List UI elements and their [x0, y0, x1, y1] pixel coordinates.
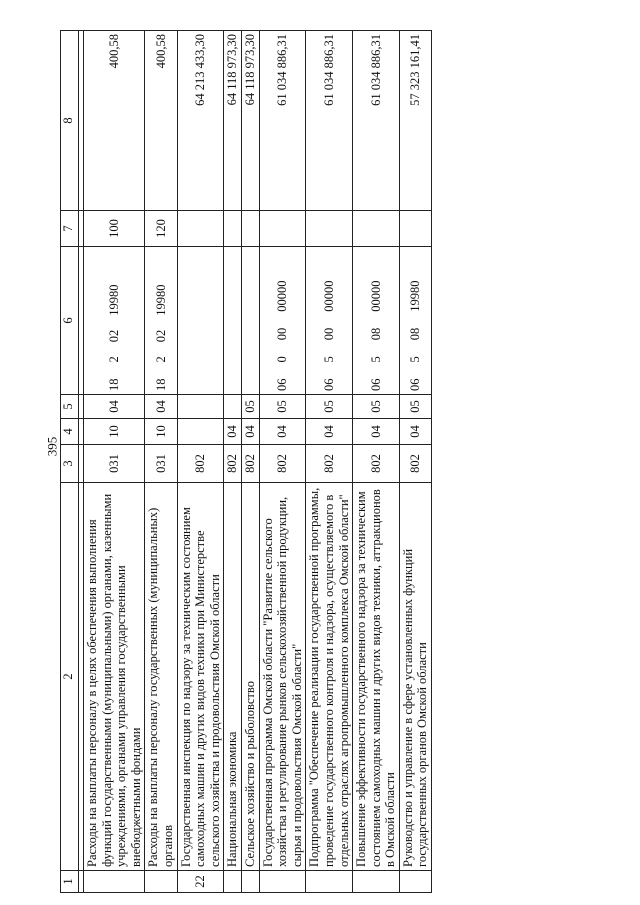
col-5-value: [177, 395, 224, 419]
code-part: 06: [321, 378, 336, 391]
row-name: Подпрограмма "Обеспечение реализации государственной программы, проведение государственного контроля и надзора, осуществляемого в отдельных отраслях агропромышленного комплекса Омской области": [306, 483, 353, 871]
budget-table: [60, 30, 432, 893]
amount: 61 034 886,31: [353, 31, 400, 211]
table-row: [399, 31, 431, 893]
row-number: [353, 871, 400, 893]
col-4-value: 10: [84, 419, 145, 445]
row-name: Государственная программа Омской области "Развитие сельского хозяйства и регулирование рынков сельскохозяйственной продукции, сырья и продовольствия Омской области": [259, 483, 306, 871]
code-part: 5: [368, 356, 383, 363]
code-part: 19980: [153, 284, 168, 316]
code-part: 00: [275, 327, 290, 341]
header-col-4: 4: [61, 419, 79, 445]
code-part: 5: [408, 356, 423, 363]
table-row: [259, 31, 306, 893]
col-5-value: 05: [259, 395, 306, 419]
target-code: [177, 247, 224, 395]
amount: 64 213 433,30: [177, 31, 224, 211]
code-part: 00000: [321, 280, 336, 312]
code-part: 08: [368, 327, 383, 341]
code-part: 2: [106, 356, 121, 363]
amount: 64 118 973,30: [241, 31, 259, 211]
page-number: 395: [44, 436, 60, 457]
col-5-value: 04: [145, 395, 177, 419]
row-number: [84, 871, 145, 893]
code-part: 18: [106, 378, 121, 391]
col-7-value: 120: [145, 211, 177, 247]
code-part: 0: [275, 356, 290, 363]
amount: 400,58: [84, 31, 145, 211]
table-row: [224, 31, 242, 893]
target-code: [399, 247, 431, 395]
col-4-value: 04: [241, 419, 259, 445]
code-part: 5: [321, 356, 336, 363]
amount: 61 034 886,31: [306, 31, 353, 211]
col-3-value: 802: [224, 445, 242, 483]
code-part: 00000: [275, 280, 290, 312]
row-name: Руководство и управление в сфере установленных функций государственных органов Омской области: [399, 483, 431, 871]
col-3-value: 802: [306, 445, 353, 483]
col-4-value: 04: [259, 419, 306, 445]
row-name: Государственная инспекция по надзору за техническим состоянием самоходных машин и других видов техники при Министерстве сельского хозяйства и продовольствия Омской области: [177, 483, 224, 871]
row-name: Расходы на выплаты персоналу в целях обеспечения выполнения функций государственными (муниципальными) органами, казенными учреждениями, органами управления государственными внебюджетными фондами: [84, 483, 145, 871]
table-row: [84, 31, 145, 893]
col-7-value: 100: [84, 211, 145, 247]
row-name: Повышение эффективности государственного надзора за техническим состоянием самоходных машин и других видов техники, аттракционов в Омской области: [353, 483, 400, 871]
col-3-value: 031: [84, 445, 145, 483]
code-part: 02: [106, 329, 121, 343]
row-number: [224, 871, 242, 893]
header-col-2: 2: [61, 483, 79, 871]
col-4-value: 04: [224, 419, 242, 445]
col-3-value: 802: [259, 445, 306, 483]
header-row: [61, 31, 79, 893]
col-4-value: [177, 419, 224, 445]
col-7-value: [177, 211, 224, 247]
col-3-value: 031: [145, 445, 177, 483]
code-part: 06: [408, 378, 423, 391]
row-number: [399, 871, 431, 893]
col-3-value: 802: [241, 445, 259, 483]
col-7-value: [353, 211, 400, 247]
code-part: 06: [275, 378, 290, 391]
row-number: 22: [177, 871, 224, 893]
col-4-value: 10: [145, 419, 177, 445]
row-name: Национальная экономика: [224, 483, 242, 871]
amount: 57 323 161,41: [399, 31, 431, 211]
col-7-value: [399, 211, 431, 247]
table-row: [145, 31, 177, 893]
col-5-value: 05: [353, 395, 400, 419]
target-code: [306, 247, 353, 395]
amount: 64 118 973,30: [224, 31, 242, 211]
code-part: 06: [368, 378, 383, 391]
table-row: [177, 31, 224, 893]
col-7-value: [241, 211, 259, 247]
col-5-value: 05: [399, 395, 431, 419]
header-col-1: 1: [61, 871, 79, 893]
target-code: [353, 247, 400, 395]
header-col-5: 5: [61, 395, 79, 419]
code-part: 00000: [368, 280, 383, 312]
col-3-value: 802: [399, 445, 431, 483]
col-5-value: 04: [84, 395, 145, 419]
header-col-7: 7: [61, 211, 79, 247]
row-number: [259, 871, 306, 893]
col-3-value: 802: [177, 445, 224, 483]
code-part: 18: [153, 378, 168, 391]
col-7-value: [259, 211, 306, 247]
row-number: [241, 871, 259, 893]
row-number: [145, 871, 177, 893]
header-col-6: 6: [61, 247, 79, 395]
col-5-value: [224, 395, 242, 419]
target-code: [224, 247, 242, 395]
code-part: 00: [321, 327, 336, 341]
header-col-3: 3: [61, 445, 79, 483]
target-code: [145, 247, 177, 395]
target-code: [241, 247, 259, 395]
table-row: [353, 31, 400, 893]
row-number: [306, 871, 353, 893]
code-part: 19980: [106, 284, 121, 316]
amount: 61 034 886,31: [259, 31, 306, 211]
code-part: 19980: [408, 280, 423, 312]
budget-table-rotated: [60, 31, 632, 893]
col-4-value: 04: [353, 419, 400, 445]
row-name: Расходы на выплаты персоналу государственных (муниципальных) органов: [145, 483, 177, 871]
row-name: Сельское хозяйство и рыболовство: [241, 483, 259, 871]
col-5-value: 05: [241, 395, 259, 419]
code-part: 02: [153, 329, 168, 343]
col-7-value: [224, 211, 242, 247]
target-code: [259, 247, 306, 395]
table-row: [241, 31, 259, 893]
code-part: 2: [153, 356, 168, 363]
col-3-value: 802: [353, 445, 400, 483]
col-5-value: 05: [306, 395, 353, 419]
amount: 400,58: [145, 31, 177, 211]
col-4-value: 04: [399, 419, 431, 445]
target-code: [84, 247, 145, 395]
col-4-value: 04: [306, 419, 353, 445]
code-part: 08: [408, 327, 423, 341]
table-row: [306, 31, 353, 893]
col-7-value: [306, 211, 353, 247]
header-col-8: 8: [61, 31, 79, 211]
